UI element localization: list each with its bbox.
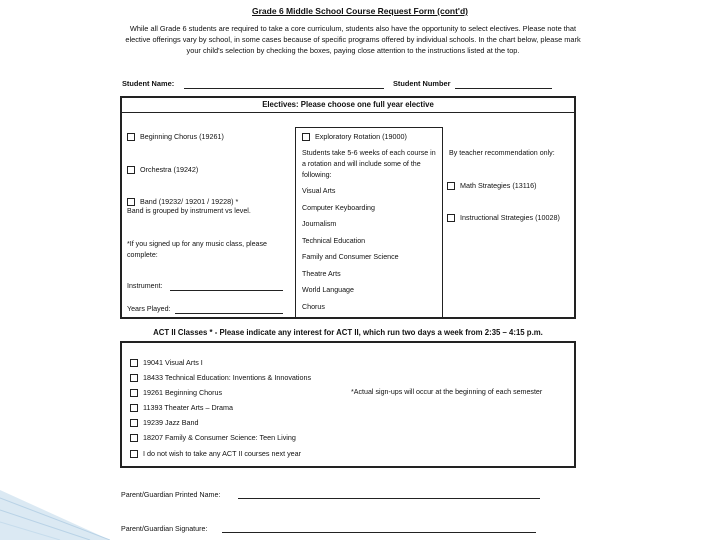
years-played-label: Years Played: — [127, 305, 171, 313]
elective-beginning-chorus[interactable] — [127, 132, 224, 141]
rotation-course: Visual Arts — [302, 187, 336, 195]
act2-signup-note: *Actual sign-ups will occur at the beginning of each semester — [351, 388, 543, 396]
form-title: Grade 6 Middle School Course Request Form (cont'd) — [252, 6, 468, 16]
act2-option[interactable] — [130, 403, 233, 412]
guardian-printed-name-label: Parent/Guardian Printed Name: — [121, 491, 221, 499]
act2-option-label: 19239 Jazz Band — [143, 418, 199, 427]
elective-band[interactable] — [127, 197, 238, 206]
rotation-description: Students take 5-6 weeks of each course in a rotation and will include some of the following: — [302, 149, 436, 179]
rotation-course: Journalism — [302, 220, 337, 228]
act2-option[interactable] — [130, 358, 203, 367]
band-note: Band is grouped by instrument vs level. — [127, 207, 251, 215]
act2-option[interactable] — [130, 373, 311, 382]
elective-exploratory-rotation[interactable] — [302, 132, 407, 141]
teacher-recommendation-note: By teacher recommendation only: — [449, 149, 555, 157]
rotation-course: Chorus — [302, 303, 325, 311]
decorative-corner-graphic — [0, 470, 110, 540]
years-played-field[interactable] — [175, 313, 283, 314]
guardian-signature-label: Parent/Guardian Signature: — [121, 525, 208, 533]
act2-option-label: 18433 Technical Education: Inventions & Innovations — [143, 373, 312, 382]
student-number-label: Student Number — [393, 79, 451, 88]
checkbox[interactable] — [130, 374, 138, 382]
elective-instructional-strategies[interactable] — [447, 213, 560, 222]
instrument-label: Instrument: — [127, 282, 163, 290]
rotation-course: Computer Keyboarding — [302, 204, 375, 212]
music-note: *If you signed up for any music class, please complete: — [127, 240, 267, 259]
checkbox[interactable] — [130, 359, 138, 367]
student-number-field[interactable] — [455, 88, 552, 89]
rotation-course: Technical Education — [302, 237, 366, 245]
checkbox[interactable] — [130, 419, 138, 427]
elective-label: Beginning Chorus (19261) — [140, 132, 224, 141]
act2-option-label: 19041 Visual Arts I — [143, 358, 203, 367]
checkbox[interactable] — [130, 450, 138, 458]
column-divider-left — [295, 127, 296, 319]
checkbox[interactable] — [127, 166, 135, 174]
form-intro: While all Grade 6 students are required to take a core curriculum, students also have the opportunity to select electives. Please note that elective offerings vary by school, in some cases because of specific programs offered by individual schools. In the chart below, please mark your child's selection by checking the boxes, paying close attention to the instructions listed at the top. — [125, 24, 581, 55]
checkbox[interactable] — [447, 214, 455, 222]
elective-orchestra[interactable] — [127, 165, 198, 174]
rotation-box-top — [295, 127, 443, 128]
act2-option[interactable] — [130, 418, 199, 427]
electives-header-divider — [120, 112, 576, 113]
act2-option[interactable] — [130, 388, 222, 397]
rotation-course: World Language — [302, 286, 354, 294]
checkbox[interactable] — [127, 198, 135, 206]
checkbox[interactable] — [130, 404, 138, 412]
elective-label: Band (19232/ 19201 / 19228) * — [140, 197, 239, 206]
guardian-printed-name-field[interactable] — [238, 498, 540, 499]
elective-label: Orchestra (19242) — [140, 165, 199, 174]
instrument-field[interactable] — [170, 290, 283, 291]
elective-math-strategies[interactable] — [447, 181, 537, 190]
rotation-course: Theatre Arts — [302, 270, 341, 278]
act2-option-label: 19261 Beginning Chorus — [143, 388, 223, 397]
rotation-course: Family and Consumer Science — [302, 253, 399, 261]
act2-option-label: 18207 Family & Consumer Science: Teen Living — [143, 433, 296, 442]
checkbox[interactable] — [130, 389, 138, 397]
act2-header: ACT II Classes * - Please indicate any interest for ACT II, which run two days a week from 2:35 – 4:15 p.m. — [153, 328, 543, 337]
act2-option-label: I do not wish to take any ACT II courses next year — [143, 449, 302, 458]
elective-label: Exploratory Rotation (19000) — [315, 132, 407, 141]
column-divider-right — [442, 127, 443, 319]
checkbox[interactable] — [447, 182, 455, 190]
act2-option[interactable] — [130, 449, 301, 458]
act2-option[interactable] — [130, 433, 296, 442]
elective-label: Math Strategies (13116) — [460, 181, 537, 190]
checkbox[interactable] — [302, 133, 310, 141]
checkbox[interactable] — [130, 434, 138, 442]
elective-label: Instructional Strategies (10028) — [460, 213, 560, 222]
electives-header: Electives: Please choose one full year elective — [262, 100, 434, 109]
act2-option-label: 11393 Theater Arts – Drama — [143, 403, 234, 412]
student-name-label: Student Name: — [122, 79, 175, 88]
student-name-field[interactable] — [184, 88, 384, 89]
checkbox[interactable] — [127, 133, 135, 141]
guardian-signature-field[interactable] — [222, 532, 536, 533]
